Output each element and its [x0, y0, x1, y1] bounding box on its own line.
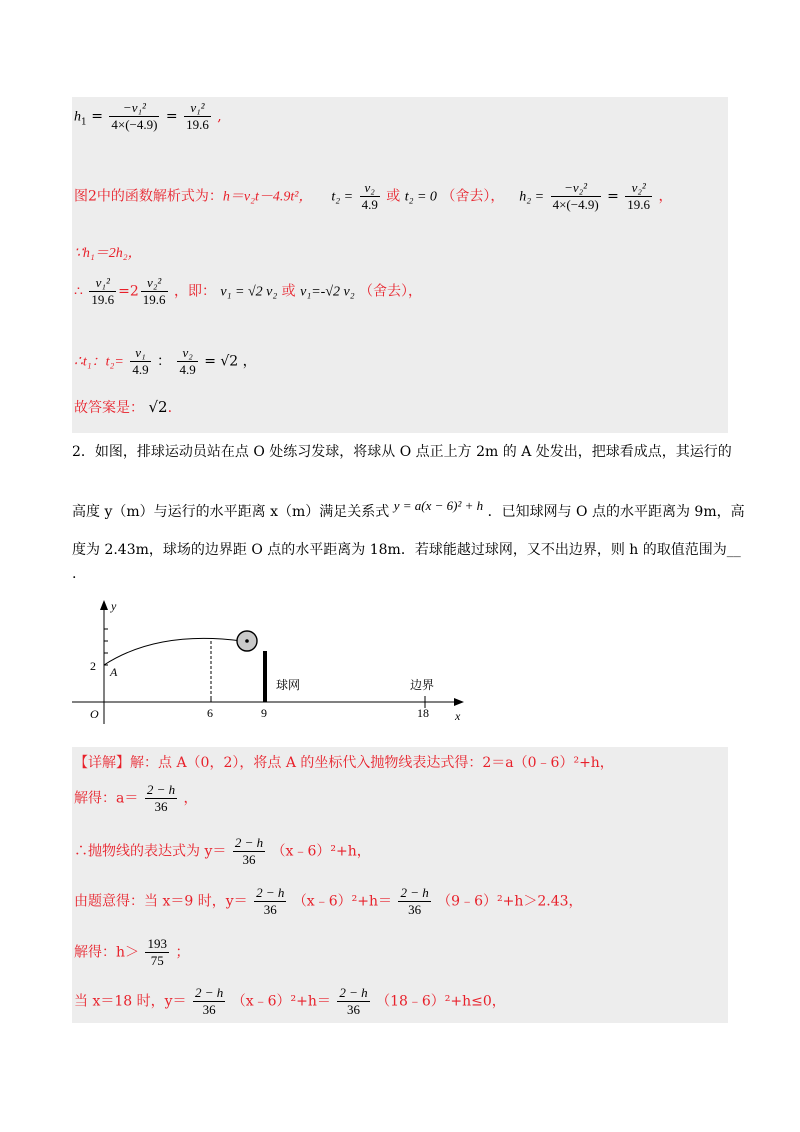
y-tick-2: 2 [90, 659, 96, 673]
ratio-prefix: ∴t₁：t₂= [74, 354, 124, 370]
sol2-line5: 解得：h＞ $\frac{193}{75}$ ； [74, 936, 190, 968]
answer-line [74, 397, 172, 417]
net [263, 651, 267, 702]
sol2-line3: ∴抛物线的表达式为 y＝ $\frac{2 - h}{36}$ （x﹣6）²+h， [74, 835, 371, 867]
question2-line2: 高度 y（m）与运行的水平距离 x（m）满足关系式 y = a(x − 6)² + h ．已知球网与 O 点的水平距离为 9m，高 [72, 498, 745, 520]
h1-formula [74, 100, 222, 133]
question2-line4: . [72, 566, 77, 582]
eq-fraction-2: $\frac{\text{v₂²}}{19.6}$ [142, 275, 166, 307]
t2-fraction: $\frac{\text{v₂}}{4.9}$ [361, 180, 378, 212]
detail-tag: 【详解】 [74, 755, 130, 771]
question2 [72, 440, 745, 590]
eq-sign: = [165, 108, 178, 125]
h1-fraction: $\frac{\text{−v₁²}}{4\times(-4.9)}$ [111, 100, 158, 132]
coef-fraction: $\frac{2 - h}{36}$ [339, 985, 368, 1017]
h1-subscript: 1 [81, 117, 87, 128]
question2-line1: 2．如图，排球运动员站在点 O 处练习发球，将球从 O 点正上方 2m 的 A 处发出，把球看成点，其运行的 [72, 444, 732, 460]
answer-label: 故答案是： [74, 400, 144, 416]
answer-value: √2 [148, 398, 168, 416]
sol2-line4: 由题意得：当 x＝9 时，y＝ $\frac{2 - h}{36}$ （x﹣6）²+h＝ $\frac{2 - h}{36}$ （9﹣6）²+h＞2.43， [74, 885, 583, 917]
coef-fraction: $\frac{2 - h}{36}$ [400, 885, 429, 917]
solution1-block [72, 97, 728, 433]
x-tick-18: 18 [417, 706, 429, 720]
net-label: 球网 [276, 678, 301, 692]
ratio-fraction-1: $\frac{\text{v₁}}{4.9}$ [132, 345, 149, 377]
h2-fraction-2: $\frac{\text{v₂²}}{19.6}$ [627, 180, 651, 212]
coef-fraction: $\frac{2 - h}{36}$ [234, 835, 264, 867]
v1-neg-equation: v₁=-√2 v₂ [300, 284, 355, 300]
x-tick-6: 6 [207, 706, 213, 720]
answer-period: . [167, 400, 173, 416]
t2-zero: t₂ = 0 [404, 189, 437, 205]
coef-fraction: $\frac{2 - h}{36}$ [256, 885, 285, 917]
sol2-line2: 解得：a＝ $\frac{2 - h}{36}$ ， [74, 782, 198, 814]
h2-fraction: $\frac{\text{−v₂²}}{4\times(-4.9)}$ [552, 180, 599, 212]
h2-symbol: h₂ = [519, 189, 545, 205]
x-axis-arrow [454, 698, 464, 706]
ratio-result: = √2 ， [204, 353, 257, 370]
h1-symbol: h [74, 109, 81, 125]
eq-sign: = [91, 108, 103, 125]
v1-equation: v₁ = √2 v₂ [220, 284, 278, 300]
y-axis-arrow [100, 600, 108, 610]
eq-fraction-1: $\frac{\text{v₁²}}{19.6}$ [91, 275, 115, 307]
fig2-text: 图2中的函数解析式为： [74, 188, 223, 205]
fig2-formula: h＝v₂t－4.9t²， [222, 189, 313, 205]
question2-line3: 度为 2.43m，球场的边界距 O 点的水平距离为 18m．若球能越过球网，又不出边界，则 h 的取值范围为__ [72, 542, 741, 558]
or-text: 或 [281, 283, 296, 300]
eq-mid: =2 [118, 283, 139, 300]
origin-label: O [90, 707, 99, 721]
therefore-symbol: ∴ [74, 283, 83, 300]
discard-text: （舍去）， [441, 188, 505, 205]
a-fraction: $\frac{2 - h}{36}$ [146, 782, 176, 814]
v-equation-line [74, 275, 422, 308]
volleyball-figure [72, 596, 472, 736]
comma: , [217, 108, 222, 125]
x-axis-label: x [455, 709, 461, 723]
point-a-label: A [110, 665, 118, 679]
x-tick-9: 9 [261, 706, 267, 720]
ball-center [245, 639, 249, 643]
because-line: ∵h₁＝2h₂， [74, 246, 142, 261]
sol2-line1: 【详解】解：点 A（0，2），将点 A 的坐标代入抛物线表达式得：2＝a（0﹣6）²+h， [74, 755, 614, 771]
ie-text: ，即： [173, 283, 216, 300]
h1-fraction-2: $\frac{\text{v₁²}}{19.6}$ [186, 100, 209, 132]
ratio-fraction-2: $\frac{\text{v₂}}{4.9}$ [179, 345, 196, 377]
boundary-label: 边界 [410, 678, 435, 692]
or-text: 或 [386, 188, 401, 205]
coef-fraction: $\frac{2 - h}{36}$ [194, 985, 224, 1017]
comma: ， [658, 188, 673, 205]
fig2-line: 图2中的函数解析式为：h＝v₂t－4.9t²， t₂ = $\frac{\text{v₂}}{4.9}$ 或 t₂ = 0 （舍去）， h₂ = $\frac{\text{−v₂²}}{4\times(-4.9)}$ = $\frac{\text{v₂²}}{19.6}$ ， [74, 180, 673, 212]
relation-formula: y = a(x − 6)² + h [393, 498, 484, 513]
sol2-line6: 当 x＝18 时，y＝ $\frac{2 - h}{36}$ （x﹣6）²+h＝ $\frac{2 - h}{36}$ （18﹣6）²+h≤0， [74, 985, 506, 1017]
ratio-colon: ： [157, 353, 172, 370]
ball-trajectory [104, 638, 242, 665]
discard-text: （舍去）， [359, 283, 423, 300]
ratio-line [74, 345, 257, 378]
h-bound-fraction: $\frac{193}{75}$ [147, 936, 167, 968]
t2-symbol: t₂ = [331, 189, 354, 205]
y-axis-label: y [111, 599, 117, 613]
